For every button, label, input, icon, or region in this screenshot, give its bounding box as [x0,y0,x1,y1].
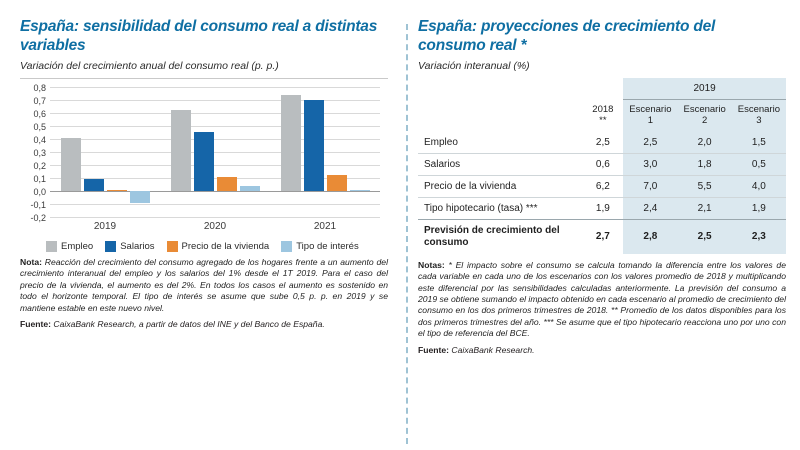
table-cell-2018: 2,7 [582,219,623,254]
chart-legend-swatch [46,241,57,252]
table-header-group-row [418,78,786,100]
table-subtitle: Variación interanual (%) [418,59,530,72]
table-source-text: CaixaBank Research. [449,344,535,355]
chart-bar [107,190,127,191]
chart-bar [327,175,347,191]
chart-gridline [30,212,380,223]
table-cell-2018: 2,5 [582,132,623,154]
table-header-rowlabel [418,99,582,131]
table-cell-escenario-1: 2,8 [623,219,677,254]
chart-bar [130,191,150,203]
table-header-escenario-3: Escenario 3 [732,99,786,131]
table-row [418,175,786,197]
chart-legend-item [105,241,154,252]
table-row-label: Salarios [418,153,582,175]
chart-y-tick-label: 0,8 [33,82,46,93]
chart-legend-label: Empleo [61,240,94,252]
chart-legend-item [46,241,93,252]
chart-bar-groups [50,87,380,217]
table-cell-escenario-3: 1,9 [732,197,786,219]
chart-bar [240,186,260,191]
table-cell-escenario-3: 4,0 [732,175,786,197]
chart-source-text: CaixaBank Research, a partir de datos del INE y del Banco de España. [51,318,325,329]
table-cell-2018: 0,6 [582,153,623,175]
table-source-label: Fuente: [418,344,450,355]
chart-y-tick-label: -0,2 [30,212,46,223]
table-source [418,345,786,355]
chart-bar-group [270,87,380,217]
table-cell-escenario-3: 2,3 [732,219,786,254]
chart-legend-label: Tipo de interés [296,240,359,252]
chart-y-tick-label: 0,3 [33,147,46,158]
chart-bar-group [160,87,270,217]
chart-legend-swatch [105,241,116,252]
chart-bar [171,110,191,191]
chart-notes [20,257,388,314]
table-row-label: Precio de la vivienda [418,175,582,197]
table-cell-escenario-2: 1,8 [677,153,731,175]
chart-notes-text: Reacción del crecimiento del consumo agregado de los hogares frente a un aumento del crecimiento interanual del empleo y los salarios del 1% desde el 1T 2019. Para el caso del precio de la vivienda, el aumento es del 2%. En todos los casos el aumento es sostenido en todo el horizonte temporal. El tipo de interés se asume que sube 0,5 p. p. en 2019 y se mantiene estable en este nuevo nivel. [20,256,388,313]
table-row [418,219,786,254]
table-notes-text: * El impacto sobre el consumo se calcula tomando la diferencia entre los valores de cada variable en cada uno de los escenarios con los valores promedio de 2018 y multiplicando este diferencial por las sensibilidades calculadas anteriormente. La previsión del consumo a 2019 se obtiene sumando el impacto obtenido en cada escenario al promedio de crecimiento del consumo en los dos primeros trimestres de 2018. ** Promedio de los datos disponibles para los dos primeros trimestres del año. *** Se asume que el tipo hipotecario reacciona uno por uno con el tipo de referencia del BCE. [418,259,786,339]
chart-plot-area [30,82,380,223]
chart-legend-item [281,241,359,252]
chart-y-tick-label: -0,1 [30,199,46,210]
table-corner-blank-2018 [582,78,623,100]
chart-legend-label: Salarios [120,240,155,252]
chart-rule [20,78,388,79]
bar-chart [20,83,388,251]
table-cell-escenario-2: 5,5 [677,175,731,197]
table-cell-escenario-3: 1,5 [732,132,786,154]
table-header-escenario-2: Escenario 2 [677,99,731,131]
chart-panel [10,18,396,440]
table-cell-escenario-1: 3,0 [623,153,677,175]
table-group-header-2019: 2019 [623,78,786,100]
chart-bar [350,190,370,191]
table-cell-escenario-1: 2,4 [623,197,677,219]
table-body [418,132,786,254]
chart-legend-swatch [167,241,178,252]
chart-bar [217,177,237,191]
table-title: España: proyecciones de crecimiento del consumo real * [418,18,716,54]
chart-bar [84,179,104,191]
chart-bar-group [50,87,160,217]
chart-x-axis [50,221,380,232]
table-row [418,197,786,219]
table-corner-blank [418,78,582,100]
chart-bar [61,138,81,191]
chart-x-tick-label: 2019 [93,220,117,232]
table-cell-escenario-2: 2,0 [677,132,731,154]
chart-legend [46,241,359,252]
table-cell-escenario-2: 2,1 [677,197,731,219]
table-cell-escenario-1: 2,5 [623,132,677,154]
table-row-label: Previsión de crecimiento del consumo [418,219,582,254]
table-header-2018: 2018 ** [592,103,614,126]
chart-subtitle: Variación del crecimiento anual del consumo real (p. p.) [20,59,279,72]
table-cell-2018: 6,2 [582,175,623,197]
projections-table [418,78,786,254]
chart-bar [194,132,214,191]
table-header-escenario-1: Escenario 1 [623,99,677,131]
chart-y-tick-label: 0,1 [33,173,46,184]
chart-y-tick-label: 0,4 [33,134,46,145]
table-notes-label: Notas: [418,259,445,270]
chart-y-tick-label: 0,0 [33,186,46,197]
table-cell-escenario-1: 7,0 [623,175,677,197]
chart-legend-swatch [281,241,292,252]
table-header-row [418,99,786,131]
table-panel [418,18,792,440]
chart-title: España: sensibilidad del consumo real a distintas variables [20,18,378,54]
chart-y-tick-label: 0,2 [33,160,46,171]
chart-legend-item [167,241,270,252]
panel-divider [406,24,408,444]
table-row [418,132,786,154]
chart-source [20,319,388,329]
chart-x-tick-label: 2020 [203,220,227,232]
table-cell-escenario-2: 2,5 [677,219,731,254]
chart-x-tick-label: 2021 [313,220,337,232]
table-cell-escenario-3: 0,5 [732,153,786,175]
chart-bar [304,100,324,191]
chart-y-tick-label: 0,6 [33,108,46,119]
table-row [418,153,786,175]
chart-bar [281,95,301,191]
table-cell-2018: 1,9 [582,197,623,219]
chart-y-tick-label: 0,5 [33,121,46,132]
chart-legend-label: Precio de la vivienda [181,240,270,252]
table-row-label: Tipo hipotecario (tasa) *** [418,197,582,219]
table-notes [418,260,786,340]
chart-notes-label: Nota: [20,256,42,267]
table-row-label: Empleo [418,132,582,154]
chart-y-tick-label: 0,7 [33,95,46,106]
chart-source-label: Fuente: [20,318,52,329]
